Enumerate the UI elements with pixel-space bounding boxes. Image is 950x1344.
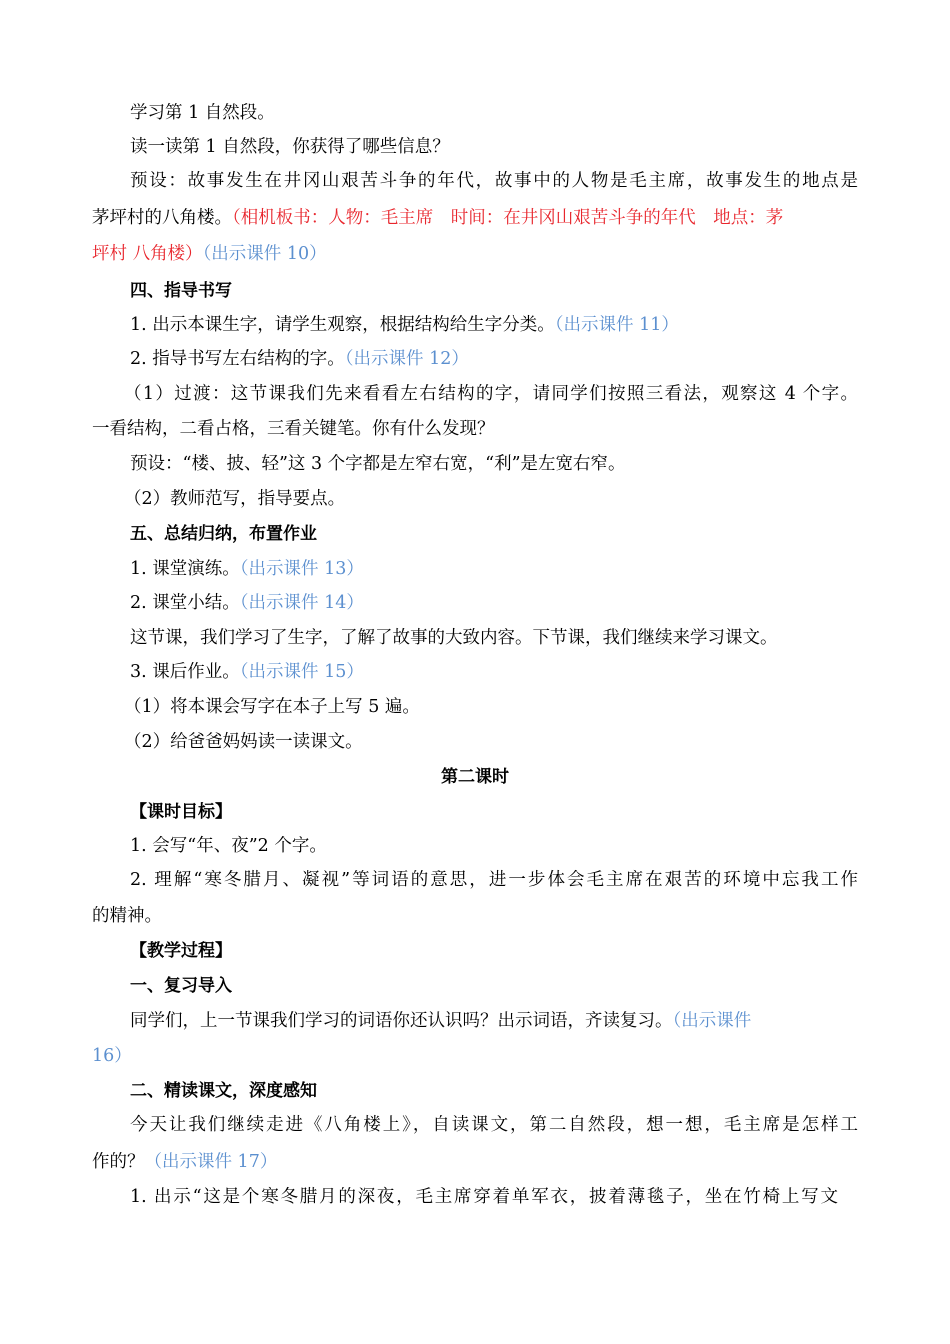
text-line: 预设：故事发生在井冈山艰苦斗争的年代，故事中的人物是毛主席，故事发生的地点是 [130,171,858,191]
section-heading: 【教学过程】 [130,941,232,961]
courseware-ref: （出示课件 15） [239,662,364,682]
text-line: （2）给爸爸妈妈读一读课文。 [124,732,363,752]
lesson-title: 第二课时 [441,767,509,787]
text-line [130,312,920,338]
section-heading: 一、复习导入 [130,976,232,996]
courseware-ref: 16） [92,1046,132,1066]
text-line: 1. 会写“年、夜”2 个字。 [130,836,327,856]
courseware-ref: （出示课件 14） [239,593,364,613]
text-line: （1）过渡：这节课我们先来看看左右结构的字，请同学们按照三看法，观察这 4 个字。 [124,384,858,404]
text-line: 的精神。 [92,906,162,926]
text-line [130,1008,920,1034]
section-heading: 二、精读课文，深度感知 [130,1081,317,1101]
text-line [92,1149,882,1175]
section-heading: 【课时目标】 [130,802,232,822]
text-span: 2. 课堂小结。 [130,593,240,613]
courseware-ref: （出示课件 10） [202,244,327,264]
text-span: 3. 课后作业。 [130,662,240,682]
text-line: 2. 理解“寒冬腊月、凝视”等词语的意思，进一步体会毛主席在艰苦的环境中忘我工作 [130,870,858,890]
text-line: 这节课，我们学习了生字，了解了故事的大致内容。下节课，我们继续来学习课文。 [130,628,778,648]
text-line: 读一读第 1 自然段，你获得了哪些信息？ [130,137,450,157]
text-span: 作的？ [92,1152,145,1172]
text-line: 1. 出示“这是个寒冬腊月的深夜，毛主席穿着单军衣，披着薄毯子，坐在竹椅上写文 [130,1187,838,1207]
text-line: 预设：“楼、披、轻”这 3 个字都是左窄右宽，“利”是左宽右窄。 [130,454,626,474]
text-line [92,241,882,267]
text-line [92,205,882,231]
text-span: 1. 课堂演练。 [130,559,240,579]
text-span: 同学们，上一节课我们学习的词语你还认识吗？出示词语，齐读复习。 [130,1011,673,1031]
text-line: （2）教师范写，指导要点。 [124,489,346,509]
text-span: 2. 指导书写左右结构的字。 [130,349,345,369]
courseware-ref: （出示课件 12） [344,349,469,369]
text-span: 茅坪村的八角楼。 [92,208,232,228]
section-heading: 五、总结归纳，布置作业 [130,524,317,544]
board-note: 坪村 八角楼） [92,244,203,264]
text-line [130,556,920,582]
text-line [130,659,920,685]
text-line [130,346,920,372]
courseware-ref: （出示课件 [672,1011,752,1031]
courseware-ref: （出示课件 11） [554,315,679,335]
section-heading: 四、指导书写 [130,281,232,301]
text-line: （1）将本课会写字在本子上写 5 遍。 [124,697,420,717]
text-span: 1. 出示本课生字，请学生观察，根据结构给生字分类。 [130,315,555,335]
board-note: （相机板书：人物：毛主席 时间：在井冈山艰苦斗争的年代 地点：茅 [232,208,784,228]
text-line: 一看结构，二看占格，三看关键笔。你有什么发现？ [92,419,495,439]
courseware-ref: （出示课件 17） [144,1152,278,1172]
text-line: 今天让我们继续走进《八角楼上》，自读课文，第二自然段，想一想，毛主席是怎样工 [130,1115,858,1135]
text-line: 学习第 1 自然段。 [130,103,275,123]
text-line [130,590,920,616]
courseware-ref: （出示课件 13） [239,559,364,579]
